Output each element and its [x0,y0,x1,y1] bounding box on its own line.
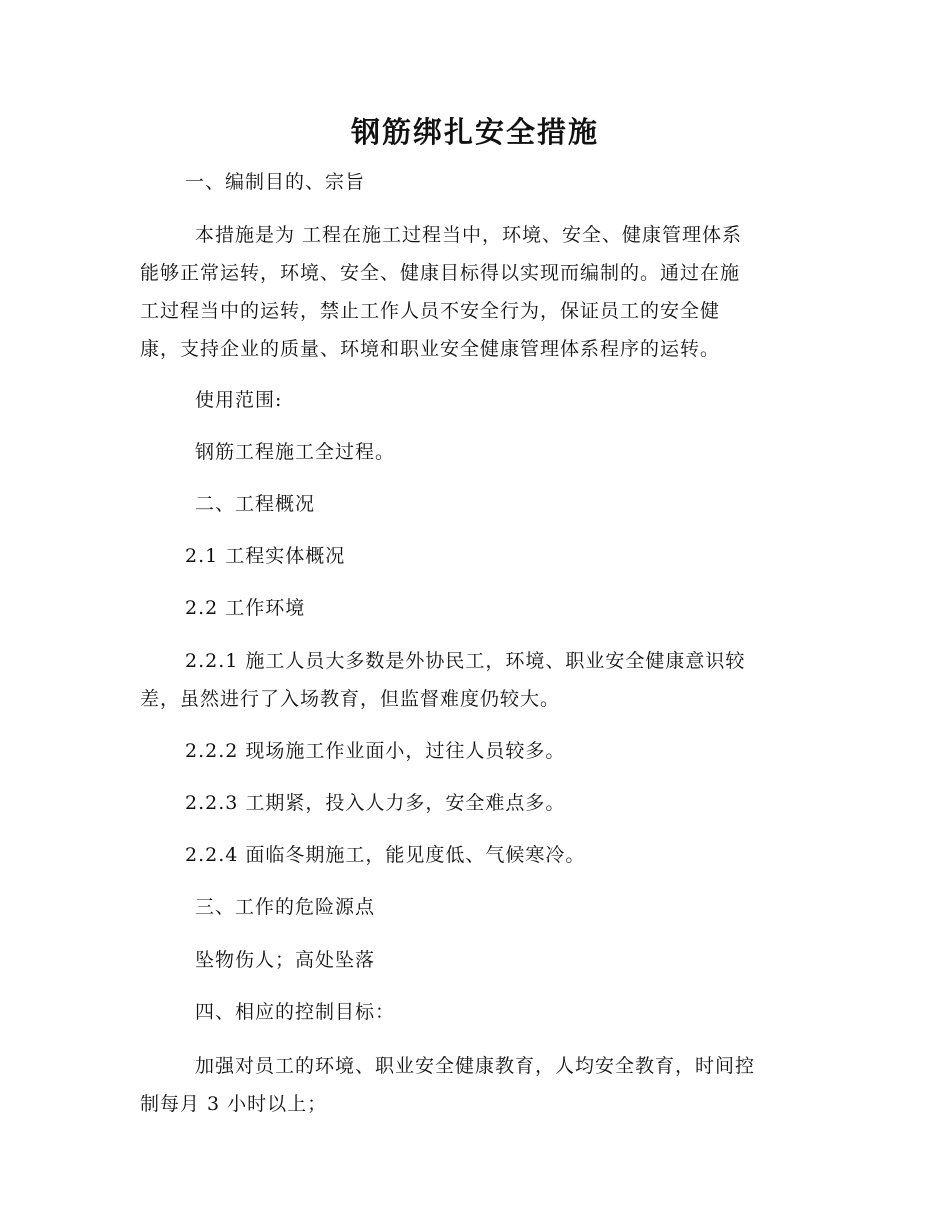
subheading-entity-overview: 2.1 工程实体概况 [185,545,346,567]
paragraph-purpose-line-1: 本措施是为 工程在施工过程当中，环境、安全、健康管理体系 [195,224,743,246]
document-title: 钢筋绑扎安全措施 [350,115,599,149]
paragraph-purpose-line-3: 工过程当中的运转，禁止工作人员不安全行为，保证员工的安全健 [140,300,721,322]
scope-label: 使用范围: [195,389,283,411]
section-heading-purpose: 一、编制目的、宗旨 [185,171,366,193]
section-heading-hazards: 三、工作的危险源点 [195,896,376,918]
paragraph-purpose-line-2: 能够正常运转，环境、安全、健康目标得以实现而编制的。通过在施 [140,262,741,284]
item-2-2-4: 2.2.4 面临冬期施工，能见度低、气候寒冷。 [185,844,586,866]
item-2-2-3: 2.2.3 工期紧，投入人力多，安全难点多。 [185,792,566,814]
scope-text: 钢筋工程施工全过程。 [195,441,396,463]
hazards-text: 坠物伤人；高处坠落 [195,949,376,971]
section-heading-overview: 二、工程概况 [195,493,316,515]
paragraph-purpose-line-4: 康，支持企业的质量、环境和职业安全健康管理体系程序的运转。 [140,338,721,360]
section-heading-control-targets: 四、相应的控制目标： [195,1001,396,1023]
subheading-work-environment: 2.2 工作环境 [185,597,306,619]
item-2-2-1-line-2: 差，虽然进行了入场教育，但监督难度仍较大。 [140,688,561,710]
item-2-2-2: 2.2.2 现场施工作业面小，过往人员较多。 [185,740,566,762]
item-2-2-1-line-1: 2.2.1 施工人员大多数是外协民工，环境、职业安全健康意识较 [185,650,746,672]
control-targets-line-1: 加强对员工的环境、职业安全健康教育，人均安全教育，时间控 [195,1055,756,1077]
control-targets-line-2: 制每月 3 小时以上； [140,1093,328,1115]
